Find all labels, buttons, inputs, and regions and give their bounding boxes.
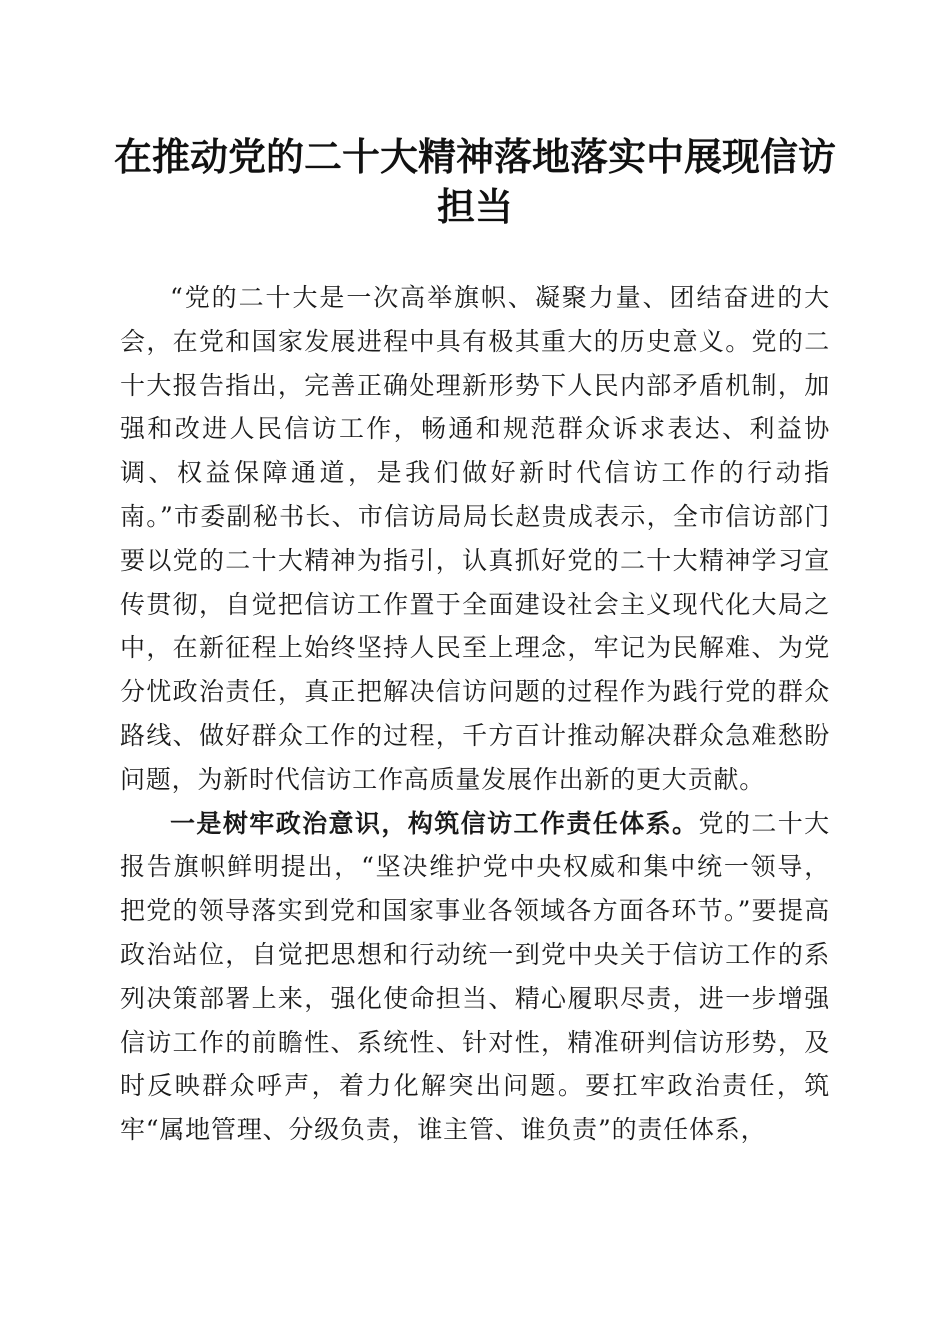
paragraph-intro: “党的二十大是一次高举旗帜、凝聚力量、团结奋进的大会，在党和国家发展进程中具有极其重大的历史意义。党的二十大报告指出，完善正确处理新形势下人民内部矛盾机制，加强和改进人民信访工作，畅通和规范群众诉求表达、利益协调、权益保障通道，是我们做好新时代信访工作的行动指南。”市委副秘书长、市信访局局长赵贵成表示，全市信访部门要以党的二十大精神为指引，认真抓好党的二十大精神学习宣传贯彻，自觉把信访工作置于全面建设社会主义现代化大局之中，在新征程上始终坚持人民至上理念，牢记为民解难、为党分忧政治责任，真正把解决信访问题的过程作为践行党的群众路线、做好群众工作的过程，千方百计推动解决群众急难愁盼问题，为新时代信访工作高质量发展作出新的更大贡献。 <box>120 283 830 794</box>
document-body <box>120 276 830 1152</box>
document-title: 在推动党的二十大精神落地落实中展现信访担当 <box>113 134 836 229</box>
paragraph-point-one-body: 党的二十大报告旗帜鲜明提出，“坚决维护党中央权威和集中统一领导，把党的领导落实到党和国家事业各领域各方面各环节。”要提高政治站位，自觉把思想和行动统一到党中央关于信访工作的系列决策部署上来，强化使命担当、精心履职尽责，进一步增强信访工作的前瞻性、系统性、针对性，精准研判信访形势，及时反映群众呼声，着力化解突出问题。要扛牢政治责任，筑牢“属地管理、分级负责，谁主管、谁负责”的责任体系， <box>120 808 830 1145</box>
paragraph-point-one <box>120 802 830 1152</box>
paragraph-point-one-lead: 一是树牢政治意识，构筑信访工作责任体系。 <box>170 808 699 838</box>
